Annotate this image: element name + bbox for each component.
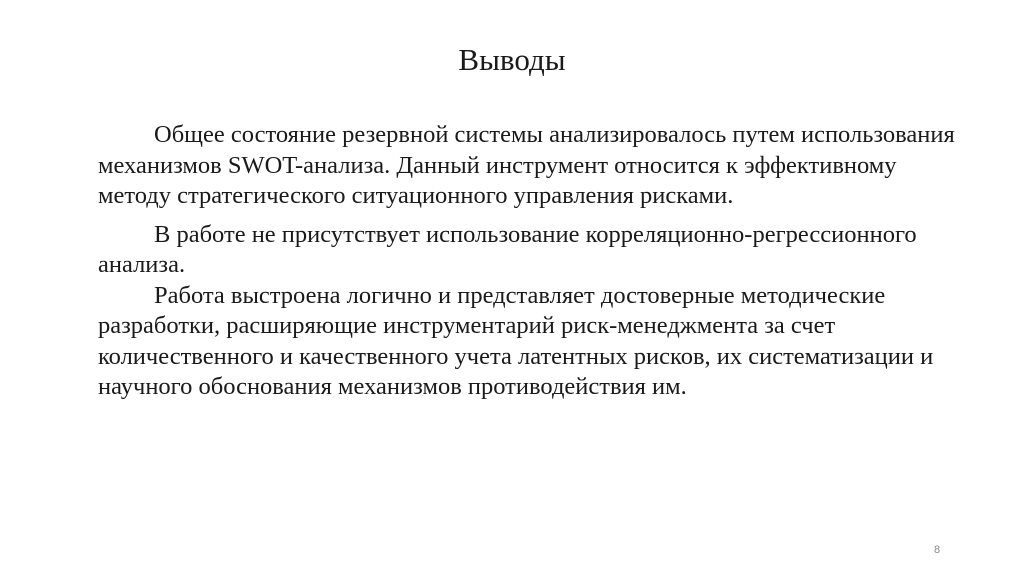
conclusion-paragraph-swot: Общее состояние резервной системы анализировалось путем использования механизмов SWOT-анализа. Данный инструмент относится к эффективному методу стратегического ситуационного управления рисками.: [98, 121, 955, 209]
page-number: 8: [934, 544, 941, 556]
conclusion-paragraph-methodology: Работа выстроена логично и представляет достоверные методические разработки, расширяющие инструментарий риск-менеджмента за счет количественного и качественного учета латентных рисков, их систематизации и научного обоснования механизмов противодействия им.: [98, 281, 934, 400]
conclusion-paragraph-regression: В работе не присутствует использование корреляционно-регрессионного анализа.: [98, 220, 917, 278]
slide-title: Выводы: [458, 42, 566, 77]
slide-body: [98, 120, 958, 403]
